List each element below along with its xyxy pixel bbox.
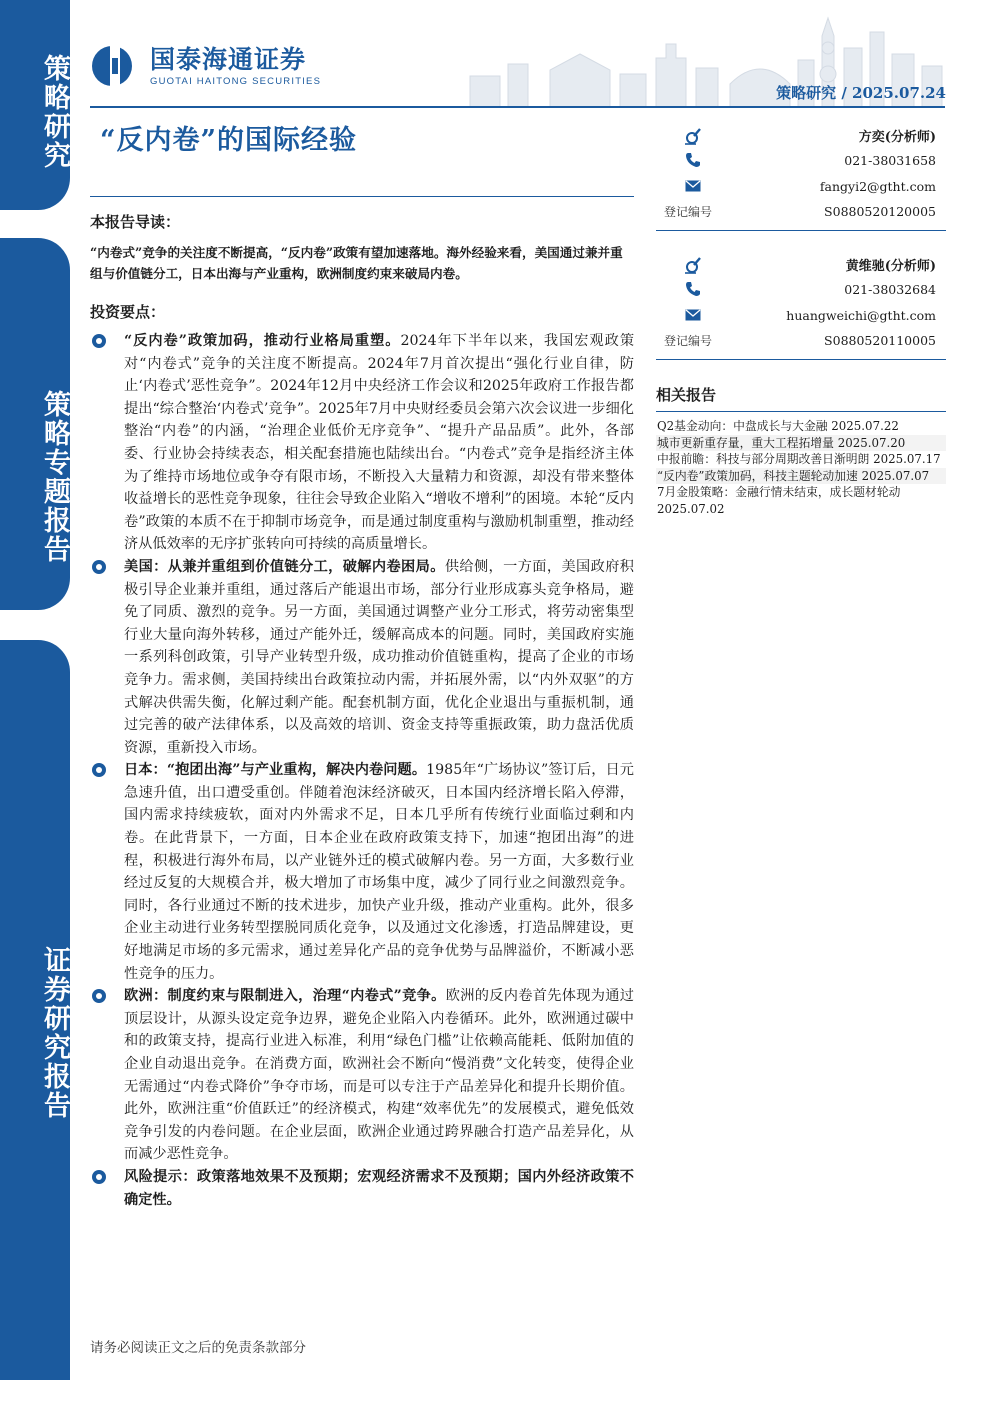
side-label-category: 策略研究 <box>0 0 70 210</box>
bullet-icon <box>92 334 106 348</box>
analyst-email[interactable]: fangyi2@gtht.com <box>819 178 936 194</box>
analyst-name: 黄维驰(分析师) <box>845 259 936 274</box>
logo-chinese-name: 国泰海通证券 <box>150 44 307 74</box>
page-title: “反内卷”的国际经验 <box>100 125 358 156</box>
bullet-icon <box>92 560 106 574</box>
key-point-item <box>90 556 634 759</box>
bullet-icon <box>92 1170 106 1184</box>
side-strip <box>0 0 70 1403</box>
key-point-text: 1985年“广场协议”签订后，日元急速升值，出口遭受重创。伴随着泡沫经济破灭，日本国内经济增长陷入停滞，国内需求持续疲软，面对内外需求不足，日本几乎所有传统行业面临过剩和内卷。在此背景下，一方面，日本企业在政府政策支持下，加速“抱团出海”的进程，积极进行海外布局，以产业链外迁的模式破解内卷。另一方面，大多数行业经过反复的大规模合并，极大增加了市场集中度，减少了同行业之间激烈竞争。同时，各行业通过不断的技术进步，加快产业升级，推动产业重构。此外，很多企业主动进行业务转型摆脱同质化竞争，以及通过文化渗透，打造品牌建设，更好地满足市场的多元需求，通过差异化产品的竞争优势与品牌溢价，不断减小恶性竞争的压力。 <box>124 762 634 982</box>
logo-mark-icon <box>90 44 140 88</box>
main-column <box>90 196 634 1211</box>
side-label-report-type: 策略专题报告 <box>0 238 70 610</box>
registration-label: 登记编号 <box>664 205 713 219</box>
side-label-report-class: 证券研究报告 <box>0 640 70 1380</box>
registration-label: 登记编号 <box>664 334 713 348</box>
analyst-pen-icon <box>684 127 702 145</box>
key-point-lead: 欧洲：制度约束与限制进入，治理“内卷式”竞争。 <box>124 988 446 1005</box>
related-report-link[interactable]: 城市更新重存量，重大工程拓增量 2025.07.20 <box>656 435 946 452</box>
phone-icon <box>684 151 702 169</box>
analyst-divider <box>656 230 946 231</box>
related-report-link[interactable]: “反内卷”政策加码，科技主题轮动加速 2025.07.07 <box>656 468 946 485</box>
phone-icon <box>684 280 702 298</box>
related-reports-heading: 相关报告 <box>656 384 946 412</box>
related-report-link[interactable]: Q2基金动向：中盘成长与大金融 2025.07.22 <box>657 419 899 433</box>
analyst-email[interactable]: huangweichi@gtht.com <box>786 307 936 323</box>
guide-heading: 本报告导读： <box>90 213 181 231</box>
logo-english-name: GUOTAI HAITONG SECURITIES <box>150 75 322 87</box>
title-rule <box>90 196 634 197</box>
related-report-link[interactable]: 中报前瞻：科技与部分周期改善日渐明朗 2025.07.17 <box>657 452 941 466</box>
analyst-name: 方奕(分析师) <box>858 130 936 145</box>
related-report-link[interactable]: 7月金股策略：金融行情未结束，成长题材轮动 2025.07.02 <box>657 485 901 516</box>
registration-number: S0880520120005 <box>824 204 936 219</box>
key-point-item <box>90 985 634 1166</box>
key-point-item <box>90 759 634 985</box>
header-rule <box>90 106 945 108</box>
analyst-phone: 021-38031658 <box>844 152 936 168</box>
disclaimer-note: 请务必阅读正文之后的免责条款部分 <box>90 1340 306 1356</box>
key-point-text: 2024年下半年以来，我国宏观政策对“内卷式”竞争的关注度不断提高。2024年7月首次提出“强化行业自律，防止‘内卷式’恶性竞争”。2024年12月中央经济工作会议和2025年政府工作报告都提出“综合整治‘内卷式’竞争”。2025年7月中央财经委员会第六次会议进一步细化整治“内卷”的内涵，“治理企业低价无序竞争”、“提升产品品质”。此外，各部委、行业协会持续表态，相关配套措施也陆续出台。“内卷式”竞争是指经济主体为了维持市场地位或争夺有限市场，不断投入大量精力和资源，却没有带来整体收益增长的恶性竞争现象，往往会导致企业陷入“增收不增利”的困境。本轮“反内卷”政策的本质不在于抑制市场竞争，而是通过制度重构与激励机制重塑，推动经济从低效率的无序扩张转向可持续的高质量增长。 <box>124 333 635 553</box>
bullet-icon <box>92 989 106 1003</box>
risk-warning-item <box>90 1166 634 1211</box>
key-point-lead: “反内卷”政策加码，推动行业格局重塑。 <box>124 333 401 349</box>
key-point-lead: 美国：从兼并重组到价值链分工，破解内卷困局。 <box>124 558 445 575</box>
analyst-card <box>656 249 946 359</box>
bullet-icon <box>92 763 106 777</box>
guide-text: “内卷式”竞争的关注度不断提高，“反内卷”政策有望加速落地。海外经验来看，美国通过兼并重组与价值链分工，日本出海与产业重构，欧洲制度约束来破局内卷。 <box>90 245 623 281</box>
key-point-text: 供给侧，一方面，美国政府积极引导企业兼并重组，通过落后产能退出市场，部分行业形成寡头竞争格局，避免了同质、激烈的竞争。另一方面，美国通过调整产业分工形式，将劳动密集型行业大量向海外转移，通过产能外迁，缓解高成本的问题。同时，美国政府实施一系列科创政策，引导产业转型升级，成功推动价值链重构，提高了企业的市场竞争力。需求侧，美国持续出台政策拉动内需，并拓展外需，以“内外双驱”的方式解决供需失衡，化解过剩产能。配套机制方面，优化企业退出与重振机制，通过完善的破产法律体系，以及高效的培训、资金支持等重振政策，助力盘活优质资源，重新投入市场。 <box>124 558 634 756</box>
right-column <box>656 120 946 517</box>
header-category-date: 策略研究 / 2025.07.24 <box>776 84 946 102</box>
registration-number: S0880520110005 <box>824 333 936 348</box>
key-points-heading: 投资要点： <box>90 303 166 321</box>
analyst-divider <box>656 359 946 360</box>
analyst-card <box>656 120 946 230</box>
company-logo <box>90 44 321 88</box>
related-reports-list <box>656 418 946 517</box>
key-point-item <box>90 330 634 556</box>
analyst-pen-icon <box>684 256 702 274</box>
key-point-text: 欧洲的反内卷首先体现为通过顶层设计，从源头设定竞争边界，避免企业陷入内卷循环。此外，欧洲通过碳中和的政策支持，提高行业进入标准，利用“绿色门槛”让依赖高能耗、低附加值的企业自动退出竞争。在消费方面，欧洲社会不断向“慢消费”文化转变，使得企业无需通过“内卷式降价”争夺市场，而是可以专注于产品差异化和提升长期价值。此外，欧洲注重“价值跃迁”的经济模式，构建“效率优先”的发展模式，避免低效竞争引发的内卷问题。在企业层面，欧洲企业通过跨界融合打造产品差异化，从而减少恶性竞争。 <box>124 988 634 1163</box>
analyst-phone: 021-38032684 <box>844 281 936 297</box>
risk-warning-text: 风险提示：政策落地效果不及预期；宏观经济需求不及预期；国内外经济政策不确定性。 <box>124 1168 634 1208</box>
email-icon <box>684 306 702 324</box>
key-point-lead: 日本：“抱团出海”与产业重构，解决内卷问题。 <box>124 762 427 779</box>
email-icon <box>684 177 702 195</box>
